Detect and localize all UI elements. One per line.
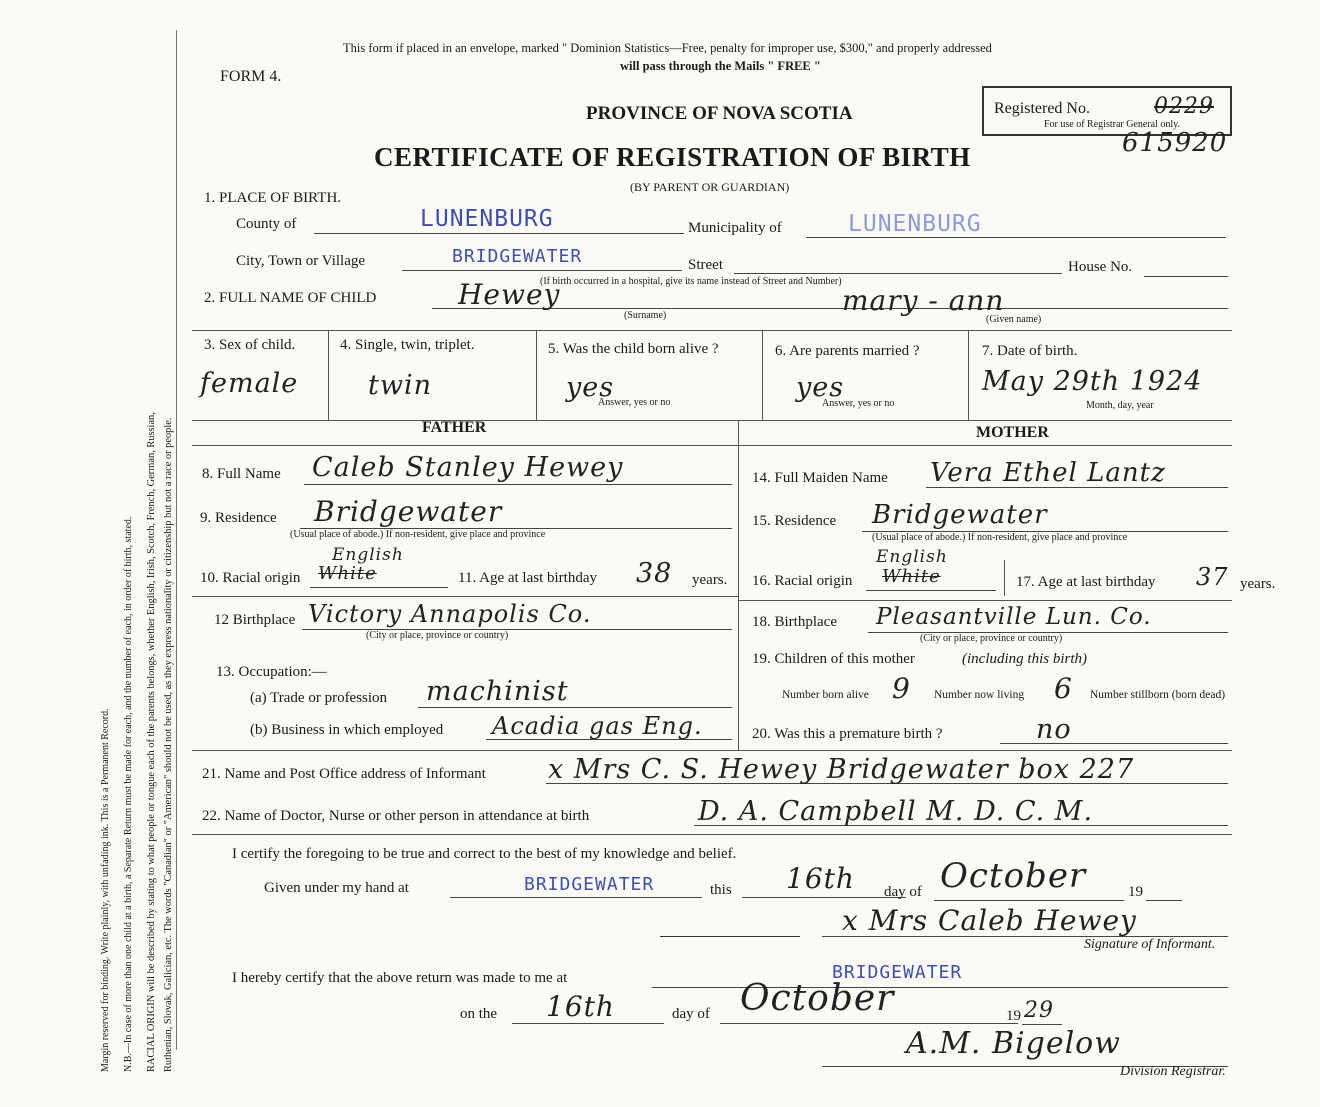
father-name-label: 8. Full Name: [202, 466, 281, 482]
registered-value: 0229: [1154, 94, 1214, 119]
trade-value: machinist: [426, 676, 569, 707]
mail-notice: This form if placed in an envelope, marked " Dominion Statistics—Free, penalty for improper use, $300," and properly addressed: [343, 41, 992, 55]
given-year-label: 19: [1128, 884, 1143, 900]
plurality-value: twin: [368, 370, 432, 401]
father-racial-struck: White: [318, 563, 377, 584]
mother-racial-value: English: [876, 547, 948, 567]
dob-value: May 29th 1924: [982, 366, 1203, 397]
county-label: County of: [236, 216, 297, 232]
father-name-value: Caleb Stanley Hewey: [312, 452, 624, 483]
registered-number: 615920: [1122, 128, 1228, 158]
born-alive-value: yes: [566, 372, 615, 403]
house-label: House No.: [1068, 259, 1133, 275]
parents-married-label: 6. Are parents married ?: [775, 343, 920, 359]
street-label: Street: [688, 257, 723, 273]
father-residence-hint: (Usual place of abode.) If non-resident, give place and province: [290, 529, 546, 540]
father-age-label: 11. Age at last birthday: [458, 570, 597, 586]
mother-name-label: 14. Full Maiden Name: [752, 470, 888, 486]
mother-birthplace-hint: (City or place, province or country): [920, 633, 1063, 644]
mother-age-label: 17. Age at last birthday: [1016, 574, 1156, 590]
premature-value: no: [1036, 714, 1072, 745]
occupation-label: 13. Occupation:—: [216, 664, 327, 680]
dob-hint: Month, day, year: [1086, 400, 1154, 411]
municipality-label: Municipality of: [688, 220, 782, 236]
child-name-label: 2. FULL NAME OF CHILD: [204, 290, 377, 306]
given-month: October: [940, 856, 1087, 896]
province-title: PROVINCE OF NOVA SCOTIA: [586, 103, 853, 124]
dob-label: 7. Date of birth.: [982, 343, 1078, 359]
sex-label: 3. Sex of child.: [204, 337, 296, 353]
given-place: BRIDGEWATER: [524, 874, 655, 895]
father-racial-value: English: [332, 545, 404, 565]
parents-married-hint: Answer, yes or no: [822, 398, 895, 409]
born-alive-hint: Answer, yes or no: [598, 397, 671, 408]
margin-note-3: RACIAL ORIGIN will be described by stating to what people or tongue each of the parents belongs, whether English, Irish, Scotch, French, German, Russian,: [146, 412, 157, 1072]
form-number: FORM 4.: [220, 68, 282, 85]
plurality-label: 4. Single, twin, triplet.: [340, 337, 475, 353]
registered-label: Registered No.: [994, 100, 1090, 117]
stillborn-label: Number stillborn (born dead): [1090, 689, 1226, 701]
father-residence-label: 9. Residence: [200, 510, 277, 526]
born-alive-label: 5. Was the child born alive ?: [548, 341, 719, 357]
doctor-value: D. A. Campbell M. D. C. M.: [698, 796, 1094, 827]
mother-residence-value: Bridgewater: [872, 500, 1048, 530]
born-alive-count-label: Number born alive: [782, 689, 869, 701]
informant-label: 21. Name and Post Office address of Informant: [202, 766, 486, 782]
mother-residence-label: 15. Residence: [752, 513, 837, 529]
informant-value: x Mrs C. S. Hewey Bridgewater box 227: [548, 754, 1135, 785]
child-given-name: mary - ann: [842, 284, 1005, 317]
mother-age-value: 37: [1196, 563, 1229, 591]
registrar-text: I hereby certify that the above return was made to me at: [232, 970, 568, 986]
sex-value: female: [200, 368, 299, 399]
margin-note-2: N.B.—In case of more than one child at a birth, a Separate Return must be made for each, and the number of each, in order of birth, stated.: [123, 516, 134, 1072]
registrar-year-label: 19: [1006, 1008, 1021, 1024]
registrar-signature: A.M. Bigelow: [906, 1026, 1121, 1061]
father-birthplace-value: Victory Annapolis Co.: [308, 600, 592, 628]
given-name-label: (Given name): [986, 314, 1042, 325]
margin-ruler: [176, 30, 177, 1050]
mother-racial-label: 16. Racial origin: [752, 573, 853, 589]
now-living-label: Number now living: [934, 689, 1025, 701]
mother-name-value: Vera Ethel Lantz: [930, 458, 1166, 488]
mother-racial-struck: White: [882, 566, 941, 587]
certificate-title: CERTIFICATE OF REGISTRATION OF BIRTH: [374, 142, 971, 172]
margin-note-1: Margin reserved for binding. Write plainly, with unfading ink. This is a Permanent Record.: [100, 708, 111, 1072]
father-heading: FATHER: [422, 419, 487, 436]
informant-signature: x Mrs Caleb Hewey: [842, 904, 1137, 937]
place-heading: 1. PLACE OF BIRTH.: [204, 190, 342, 206]
hospital-note: (If birth occurred in a hospital, give its name instead of Street and Number): [540, 276, 842, 287]
registrar-day-label: day of: [672, 1006, 710, 1022]
given-day-label: day of: [884, 884, 922, 900]
now-living-count: 6: [1054, 672, 1073, 705]
child-surname: Hewey: [458, 278, 561, 311]
father-birthplace-hint: (City or place, province or country): [366, 630, 509, 641]
doctor-label: 22. Name of Doctor, Nurse or other person in attendance at birth: [202, 808, 590, 824]
municipality-value: LUNENBURG: [848, 211, 982, 237]
father-racial-label: 10. Racial origin: [200, 570, 301, 586]
registrar-signature-label: Division Registrar.: [1120, 1064, 1226, 1079]
registrar-month: October: [740, 978, 895, 1019]
registrar-year: 29: [1024, 998, 1054, 1023]
city-value: BRIDGEWATER: [452, 246, 583, 267]
father-residence-value: Bridgewater: [314, 495, 503, 528]
father-age-value: 38: [636, 558, 673, 589]
registered-note: For use of Registrar General only.: [1044, 119, 1180, 130]
registrar-place: BRIDGEWATER: [832, 962, 963, 983]
mail-notice-free: will pass through the Mails " FREE ": [620, 59, 821, 73]
registrar-day: 16th: [546, 990, 615, 1023]
business-label: (b) Business in which employed: [250, 722, 444, 738]
mother-residence-hint: (Usual place of abode.) If non-resident, give place and province: [872, 532, 1128, 543]
this-label: this: [710, 882, 732, 898]
premature-label: 20. Was this a premature birth ?: [752, 726, 943, 742]
margin-note-4: Ruthenian, Slovak, Galician, etc. The words "Canadian" or "American" should not be used, as they express nationality or citizenship but not a race or people.: [163, 417, 174, 1072]
certify-text: I certify the foregoing to be true and correct to the best of my knowledge and belief.: [232, 846, 737, 862]
trade-label: (a) Trade or profession: [250, 690, 388, 706]
informant-signature-label: Signature of Informant.: [1084, 937, 1216, 952]
born-alive-count: 9: [892, 672, 911, 705]
children-label: 19. Children of this mother: [752, 651, 915, 667]
mother-birthplace-label: 18. Birthplace: [752, 614, 837, 630]
children-note: (including this birth): [962, 651, 1087, 667]
surname-label: (Surname): [624, 310, 667, 321]
business-value: Acadia gas Eng.: [492, 712, 703, 740]
county-value: LUNENBURG: [420, 206, 554, 232]
father-birthplace-label: 12 Birthplace: [214, 612, 296, 628]
city-label: City, Town or Village: [236, 253, 366, 269]
mother-birthplace-value: Pleasantville Lun. Co.: [876, 604, 1152, 630]
mother-heading: MOTHER: [976, 424, 1049, 441]
given-day: 16th: [786, 862, 855, 895]
registrar-on-label: on the: [460, 1006, 498, 1022]
given-label: Given under my hand at: [264, 880, 409, 896]
parents-married-value: yes: [796, 372, 845, 403]
father-age-years: years.: [692, 572, 728, 588]
certificate-subtitle: (BY PARENT OR GUARDIAN): [630, 180, 790, 194]
mother-age-years: years.: [1240, 576, 1276, 592]
